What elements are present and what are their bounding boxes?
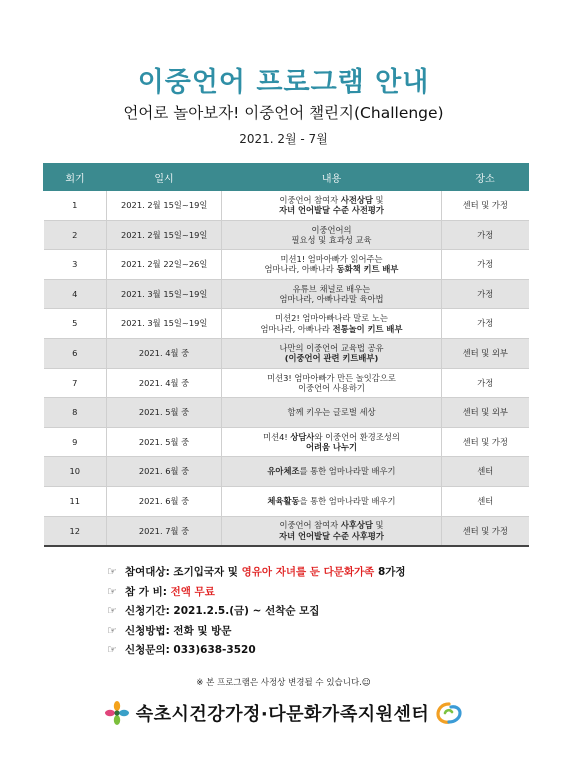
content-line-1 <box>224 225 439 235</box>
session-content <box>222 486 442 516</box>
apply-period-text: 신청기간: 2021.2.5.(금) ~ 선착순 모집 <box>125 605 320 618</box>
content-line-1 <box>224 195 439 205</box>
fee-label: 참 가 비: <box>125 585 171 598</box>
content-text: 유튜브 채널로 배우는 <box>292 283 371 294</box>
content-text: 미션1! 엄마아빠가 읽어주는 <box>280 254 383 265</box>
session-number: 7 <box>44 368 107 398</box>
session-place: 센터 및 외부 <box>442 338 529 368</box>
table-row <box>44 516 529 546</box>
table-row <box>44 279 529 309</box>
session-date: 2021. 4월 중 <box>107 338 222 368</box>
content-text: 와 이중언어 환경조성의 <box>314 431 400 442</box>
content-bold: 동화책 키트 배부 <box>336 264 399 275</box>
content-bold: 상담사 <box>290 431 315 442</box>
session-content <box>222 338 442 368</box>
content-text: 나만의 이중언어 교육법 공유 <box>279 342 384 353</box>
content-text: 엄마나라, 아빠나라 <box>264 264 337 275</box>
swirl-logo-icon <box>435 701 463 725</box>
session-number: 5 <box>44 309 107 339</box>
content-line-2 <box>224 442 439 452</box>
content-bold: 유아체조 <box>267 466 300 477</box>
header-content: 내용 <box>222 164 442 191</box>
content-line-1 <box>224 343 439 353</box>
table-row <box>44 368 529 398</box>
session-number: 8 <box>44 398 107 428</box>
content-bold: 사후상담 <box>340 520 373 531</box>
table-row <box>44 457 529 487</box>
content-text: 이중언어 참여자 <box>279 520 341 531</box>
info-list <box>107 562 406 660</box>
content-text: 필요성 및 효과성 교육 <box>291 234 372 245</box>
pointing-hand-icon: ☞ <box>107 584 117 598</box>
session-date: 2021. 6월 중 <box>107 486 222 516</box>
content-line-1 <box>224 284 439 294</box>
session-place: 센터 및 가정 <box>442 191 529 221</box>
pointing-hand-icon: ☞ <box>107 604 117 618</box>
info-apply-period <box>107 601 406 621</box>
pointing-hand-icon: ☞ <box>107 623 117 637</box>
session-content <box>222 516 442 546</box>
content-line-1 <box>224 432 439 442</box>
target-count: 8가정 <box>374 566 406 579</box>
content-bold: 자녀 언어발달 수준 사후평가 <box>279 530 384 541</box>
session-date: 2021. 3월 15일~19일 <box>107 279 222 309</box>
organization-name: 속초시건강가정·다문화가족지원센터 <box>135 704 430 725</box>
session-content <box>222 279 442 309</box>
session-number: 9 <box>44 427 107 457</box>
info-contact <box>107 640 406 660</box>
content-line-1 <box>224 520 439 530</box>
table-row <box>44 191 529 221</box>
session-date: 2021. 7월 중 <box>107 516 222 546</box>
footer <box>0 700 567 726</box>
content-bold: 사전상담 <box>340 194 373 205</box>
session-place: 센터 <box>442 486 529 516</box>
session-content <box>222 427 442 457</box>
table-row <box>44 220 529 250</box>
content-text: 를 통한 엄마나라말 배우기 <box>299 466 396 477</box>
table-row <box>44 309 529 339</box>
header-session: 회기 <box>44 164 107 191</box>
content-line-2 <box>224 324 439 334</box>
info-apply-method <box>107 621 406 641</box>
content-line-2 <box>224 531 439 541</box>
content-text: 이중언어 사용하기 <box>298 382 365 393</box>
session-number: 4 <box>44 279 107 309</box>
content-text: 이중언어의 <box>311 224 352 235</box>
session-place: 센터 및 가정 <box>442 516 529 546</box>
session-content <box>222 368 442 398</box>
table-row <box>44 338 529 368</box>
page-title: 이중언어 프로그램 안내 <box>137 67 430 98</box>
content-text: 을 통한 엄마나라말 배우기 <box>299 496 396 507</box>
session-place: 센터 <box>442 457 529 487</box>
session-date: 2021. 5월 중 <box>107 398 222 428</box>
table-row <box>44 250 529 280</box>
content-line-2 <box>224 294 439 304</box>
content-text: 미션3! 엄마아빠가 만든 놀잇감으로 <box>267 372 396 383</box>
content-text: 및 <box>372 520 384 531</box>
content-line-2 <box>224 383 439 393</box>
header-place: 장소 <box>442 164 529 191</box>
session-date: 2021. 3월 15일~19일 <box>107 309 222 339</box>
session-date: 2021. 2월 15일~19일 <box>107 191 222 221</box>
session-date: 2021. 6월 중 <box>107 457 222 487</box>
content-bold: 자녀 언어발달 수준 사전평가 <box>279 205 384 216</box>
session-date: 2021. 2월 22일~26일 <box>107 250 222 280</box>
content-bold: 어려움 나누기 <box>306 442 357 453</box>
flower-logo-icon <box>104 700 130 726</box>
program-period: 2021. 2월 - 7월 <box>239 132 328 146</box>
session-number: 1 <box>44 191 107 221</box>
session-number: 6 <box>44 338 107 368</box>
content-text: 및 <box>372 194 384 205</box>
content-bold: 체육활동 <box>267 496 300 507</box>
session-place: 가정 <box>442 368 529 398</box>
session-place: 센터 및 외부 <box>442 398 529 428</box>
schedule-table <box>43 163 529 547</box>
session-number: 3 <box>44 250 107 280</box>
content-bold: 전통놀이 키트 배부 <box>332 323 403 334</box>
session-content <box>222 309 442 339</box>
session-content <box>222 457 442 487</box>
session-content <box>222 191 442 221</box>
target-highlight: 영유아 자녀를 둔 다문화가족 <box>241 566 375 579</box>
content-line-1 <box>224 407 439 417</box>
fee-value: 전액 무료 <box>170 585 215 598</box>
info-target <box>107 562 406 582</box>
session-number: 11 <box>44 486 107 516</box>
session-place: 가정 <box>442 309 529 339</box>
content-text: 엄마나라, 아빠나라 <box>260 323 333 334</box>
content-text: 엄마나라, 아빠나라말 육아법 <box>279 294 384 305</box>
session-number: 2 <box>44 220 107 250</box>
session-date: 2021. 5월 중 <box>107 427 222 457</box>
session-content <box>222 220 442 250</box>
content-line-2 <box>224 264 439 274</box>
page-subtitle: 언어로 놀아보자! 이중언어 챌린지(Challenge) <box>123 104 444 122</box>
session-date: 2021. 2월 15일~19일 <box>107 220 222 250</box>
table-row <box>44 427 529 457</box>
pointing-hand-icon: ☞ <box>107 565 117 579</box>
table-row <box>44 398 529 428</box>
content-text: 미션2! 엄마아빠나라 말로 노는 <box>275 313 388 324</box>
target-label: 참여대상: 조기입국자 및 <box>125 566 242 579</box>
content-line-2 <box>224 353 439 363</box>
content-line-1 <box>224 496 439 506</box>
pointing-hand-icon: ☞ <box>107 643 117 657</box>
session-place: 가정 <box>442 220 529 250</box>
header-date: 일시 <box>107 164 222 191</box>
session-content <box>222 250 442 280</box>
session-place: 센터 및 가정 <box>442 427 529 457</box>
session-place: 가정 <box>442 250 529 280</box>
content-text: 함께 키우는 글로벌 세상 <box>287 407 376 418</box>
session-number: 10 <box>44 457 107 487</box>
change-notice: ※ 본 프로그램은 사정상 변경될 수 있습니다.☺ <box>196 678 371 688</box>
content-bold: (이중언어 관련 키트배부) <box>284 353 379 364</box>
session-place: 가정 <box>442 279 529 309</box>
apply-method-text: 신청방법: 전화 및 방문 <box>125 624 232 637</box>
table-row <box>44 486 529 516</box>
session-number: 12 <box>44 516 107 546</box>
content-line-1 <box>224 313 439 323</box>
content-text: 미션4! <box>263 431 291 442</box>
table-header-row <box>44 164 529 191</box>
content-line-1 <box>224 373 439 383</box>
info-fee <box>107 582 406 602</box>
contact-text: 신청문의: 033)638-3520 <box>125 644 256 657</box>
content-line-1 <box>224 466 439 476</box>
content-line-2 <box>224 205 439 215</box>
content-text: 이중언어 참여자 <box>279 194 341 205</box>
content-line-2 <box>224 235 439 245</box>
session-content <box>222 398 442 428</box>
content-line-1 <box>224 254 439 264</box>
session-date: 2021. 4월 중 <box>107 368 222 398</box>
